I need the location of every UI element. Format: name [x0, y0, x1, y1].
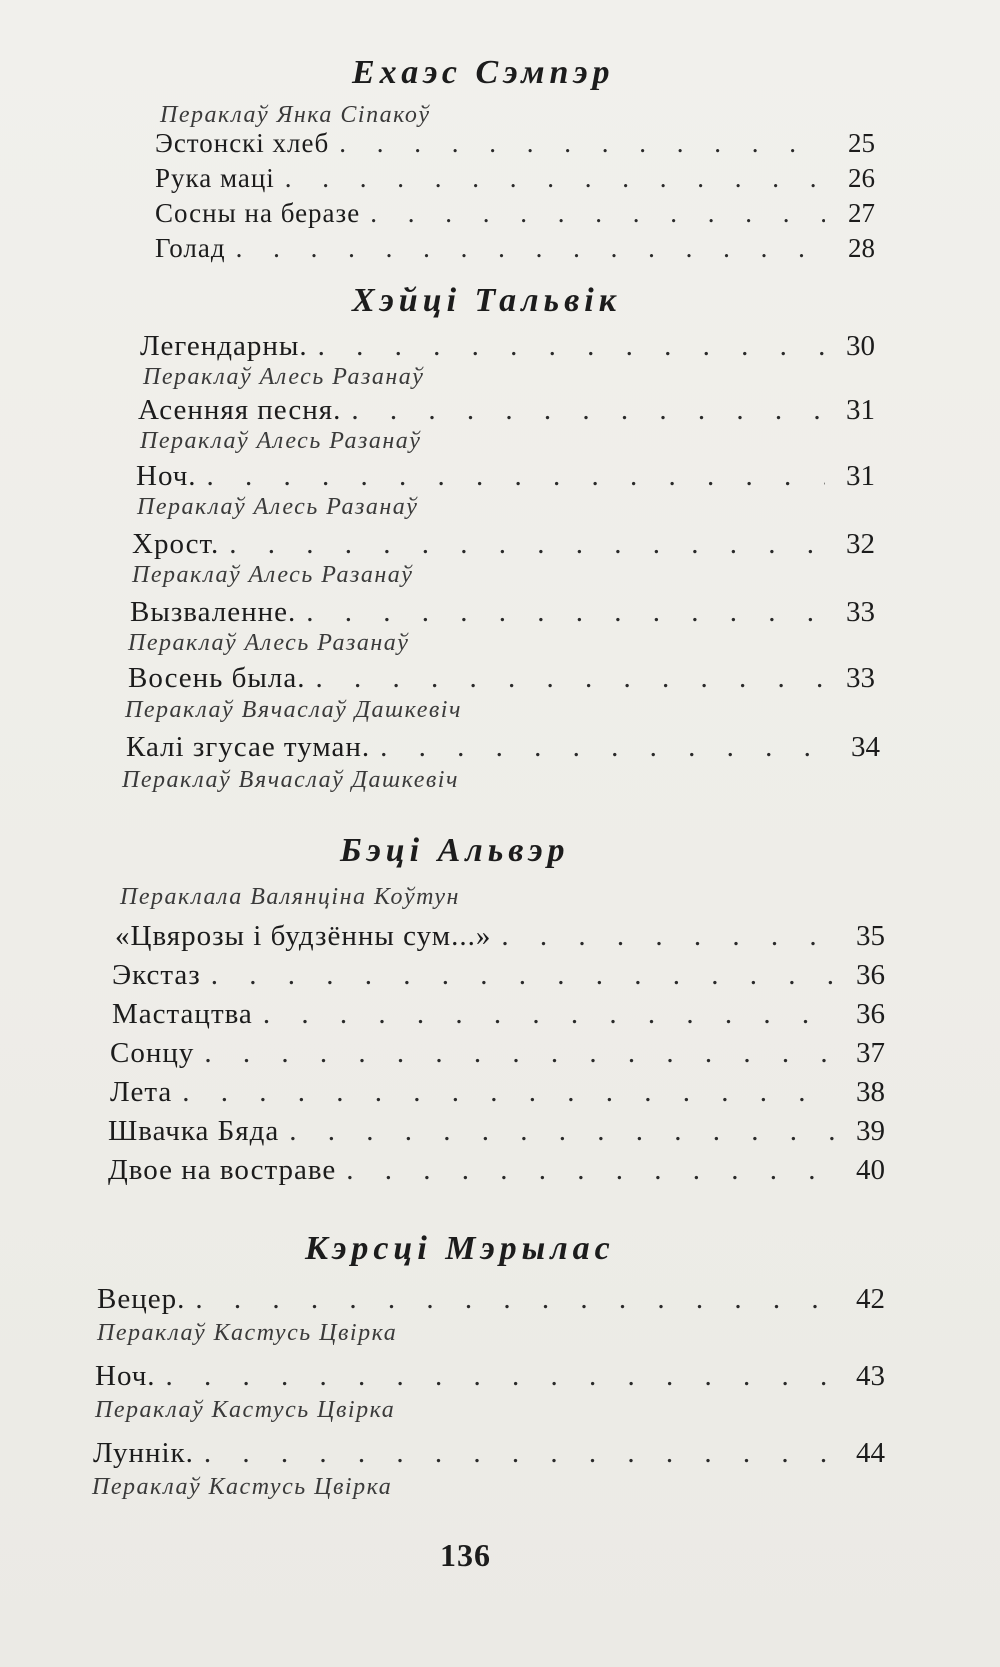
entry-title: Сосны на беразе	[155, 198, 361, 228]
leader-dots	[182, 1076, 835, 1109]
leader-dots	[339, 128, 825, 159]
leader-dots	[501, 920, 835, 953]
leader-dots	[316, 662, 826, 695]
toc-entry	[140, 330, 875, 363]
author-heading: Хэйці Тальвік	[352, 282, 621, 319]
translator-credit: Пераклаў Вячаслаў Дашкевіч	[125, 697, 462, 723]
entry-page: 36	[856, 998, 885, 1030]
translator-credit: Пераклаў Вячаслаў Дашкевіч	[122, 767, 459, 793]
leader-dots	[166, 1360, 835, 1393]
entry-title: Восень была.	[128, 662, 306, 694]
toc-entry	[130, 596, 875, 629]
toc-entry	[155, 198, 875, 229]
leader-dots	[380, 731, 830, 764]
leader-dots	[289, 1115, 835, 1148]
entry-page: 25	[848, 128, 875, 158]
toc-entry	[128, 662, 875, 695]
entry-title: Двое на востраве	[108, 1154, 337, 1186]
leader-dots	[229, 528, 825, 561]
entry-title: Вызваленне.	[130, 596, 297, 628]
entry-title: Эстонскі хлеб	[155, 128, 330, 158]
author-heading: Бэці Альвэр	[340, 832, 570, 869]
entry-page: 40	[856, 1154, 885, 1186]
entry-page: 36	[856, 959, 885, 991]
entry-title: Вецер.	[97, 1283, 186, 1315]
entry-page: 30	[846, 330, 875, 362]
page-number: 136	[440, 1537, 491, 1573]
entry-page: 42	[856, 1283, 885, 1315]
leader-dots	[236, 233, 825, 264]
entry-page: 38	[856, 1076, 885, 1108]
toc-entry	[132, 528, 875, 561]
entry-title: Рука маці	[155, 163, 275, 193]
leader-dots	[318, 330, 825, 363]
entry-page: 27	[848, 198, 875, 228]
toc-entry	[110, 1037, 885, 1070]
toc-entry	[136, 460, 875, 493]
entry-page: 31	[846, 460, 875, 492]
entry-title: Легендарны.	[140, 330, 308, 362]
translator-credit: Пераклаў Алесь Разанаў	[137, 494, 419, 520]
toc-entry	[155, 233, 875, 264]
entry-page: 33	[846, 596, 875, 628]
entry-title: Голад	[155, 233, 226, 263]
leader-dots	[346, 1154, 835, 1187]
leader-dots	[204, 1437, 835, 1470]
entry-page: 26	[848, 163, 875, 193]
entry-title: «Цвярозы і будзённы сум...»	[115, 920, 492, 952]
entry-page: 35	[856, 920, 885, 952]
entry-title: Швачка Бяда	[108, 1115, 280, 1147]
entry-title: Хрост.	[132, 528, 220, 560]
toc-entry	[108, 1115, 885, 1148]
entry-title: Калі згусае туман.	[126, 731, 371, 763]
entry-title: Ноч.	[95, 1360, 156, 1392]
entry-title: Лета	[110, 1076, 173, 1108]
toc-entry	[112, 998, 885, 1031]
toc-entry	[93, 1437, 885, 1470]
translator-credit: Пераклаў Алесь Разанаў	[143, 364, 425, 390]
leader-dots	[195, 1283, 835, 1316]
entry-title: Асенняя песня.	[138, 394, 342, 426]
leader-dots	[204, 1037, 835, 1070]
toc-entry	[112, 959, 885, 992]
toc-entry	[95, 1360, 885, 1393]
leader-dots	[285, 163, 825, 194]
entry-title: Сонцу	[110, 1037, 195, 1069]
entry-page: 43	[856, 1360, 885, 1392]
entry-page: 32	[846, 528, 875, 560]
author-heading: Ехаэс Сэмпэр	[352, 54, 615, 91]
leader-dots	[211, 959, 835, 992]
toc-entry	[115, 920, 885, 953]
toc-entry	[138, 394, 875, 427]
translator-credit: Пераклаў Алесь Разанаў	[128, 630, 410, 656]
translator-credit: Пераклаў Кастусь Цвірка	[95, 1397, 396, 1423]
toc-entry	[126, 731, 880, 764]
entry-page: 37	[856, 1037, 885, 1069]
entry-title: Луннік.	[93, 1437, 194, 1469]
leader-dots	[306, 596, 825, 629]
translator-credit: Пераклаў Кастусь Цвірка	[92, 1474, 393, 1500]
leader-dots	[207, 460, 825, 493]
translator-credit: Пераклаў Алесь Разанаў	[132, 562, 414, 588]
leader-dots	[351, 394, 825, 427]
toc-entry	[108, 1154, 885, 1187]
author-heading: Кэрсці Мэрылас	[305, 1230, 615, 1267]
toc-entry	[155, 128, 875, 159]
toc-entry	[155, 163, 875, 194]
translator-credit: Пераклаў Алесь Разанаў	[140, 428, 422, 454]
entry-page: 34	[851, 731, 880, 763]
entry-page: 31	[846, 394, 875, 426]
entry-page: 39	[856, 1115, 885, 1147]
toc-entry	[97, 1283, 885, 1316]
toc-entry	[110, 1076, 885, 1109]
leader-dots	[263, 998, 835, 1031]
entry-page: 28	[848, 233, 875, 263]
entry-title: Экстаз	[112, 959, 201, 991]
entry-title: Ноч.	[136, 460, 197, 492]
translator-credit: Пераклаў Янка Сіпакоў	[160, 102, 431, 128]
translator-credit: Пераклала Валянціна Коўтун	[120, 884, 460, 910]
translator-credit: Пераклаў Кастусь Цвірка	[97, 1320, 398, 1346]
leader-dots	[370, 198, 825, 229]
entry-page: 33	[846, 662, 875, 694]
entry-title: Мастацтва	[112, 998, 253, 1030]
entry-page: 44	[856, 1437, 885, 1469]
